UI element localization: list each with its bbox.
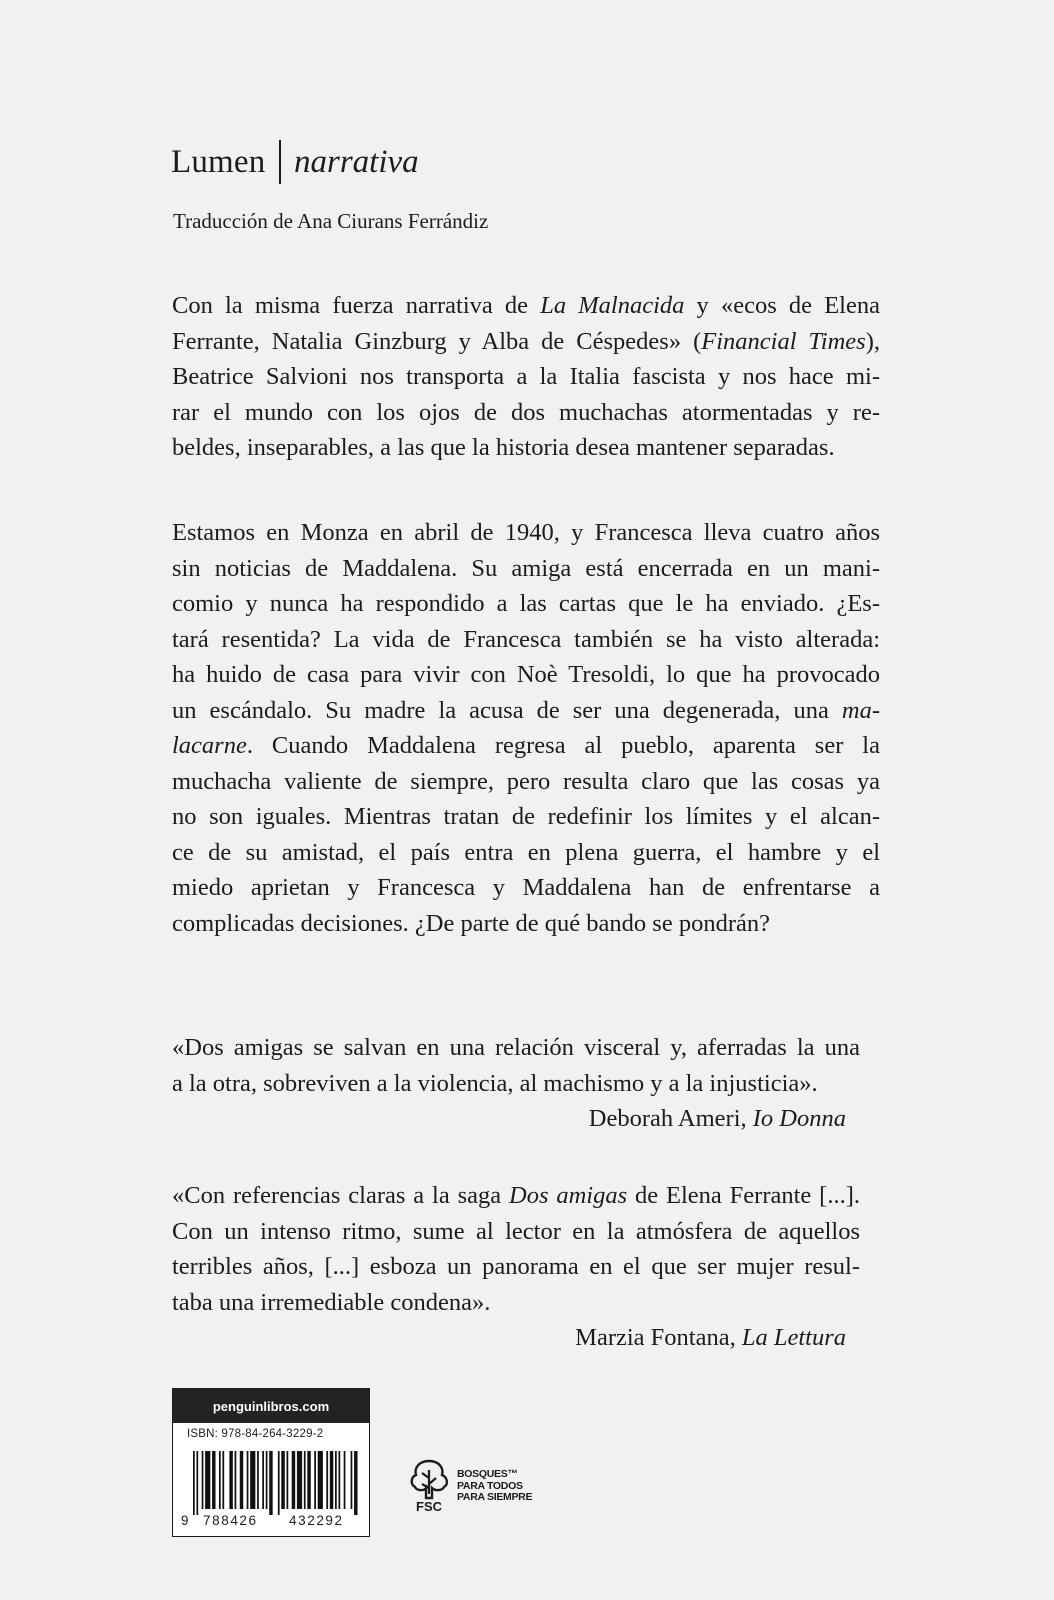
barcode-bar: [212, 1451, 215, 1509]
fsc-tree-icon: [407, 1458, 451, 1500]
publisher-name: Lumen: [171, 143, 266, 180]
text-run: a la otra, sobreviven a la violencia, al machismo y a la injusticia».: [172, 1069, 818, 1097]
barcode-bar: [292, 1451, 295, 1509]
barcode-bar: [219, 1451, 221, 1509]
fsc-slogan: [457, 1469, 532, 1504]
text-run: un escándalo. Su madre la acusa de ser una degenerada, una: [172, 696, 842, 724]
text-line: [172, 728, 880, 764]
text-run: complicadas decisiones. ¿De parte de qué bando se pondrán?: [172, 909, 770, 937]
text-run: ce de su amistad, el país entra en plena guerra, el hambre y el: [172, 838, 880, 866]
text-run: Con la misma fuerza narrativa de: [172, 292, 541, 319]
barcode-block: [172, 1388, 370, 1537]
text-line: [172, 764, 880, 800]
barcode-bar: [330, 1451, 333, 1509]
text-line: [172, 586, 880, 622]
text-line: [172, 799, 880, 835]
barcode-bar: [266, 1451, 268, 1509]
barcode-bar: [229, 1451, 232, 1509]
review-quote-1: [172, 1030, 860, 1137]
barcode-bar: [304, 1451, 306, 1509]
barcode-bar: [235, 1451, 237, 1509]
barcode-bar: [307, 1451, 310, 1509]
text-run: Beatrice Salvioni nos transporta a la Italia fascista y nos hace mi-: [172, 363, 880, 390]
barcode-bar: [250, 1451, 255, 1509]
barcode-bar: [193, 1451, 195, 1515]
text-line: [172, 657, 880, 693]
blurb-paragraph-1: [172, 288, 880, 466]
text-line: [172, 906, 880, 942]
barcode-bar: [247, 1451, 249, 1509]
barcode-bar: [278, 1451, 280, 1515]
barcode-bar: [335, 1451, 337, 1509]
quote-author: Deborah Ameri,: [588, 1105, 753, 1132]
text-line: [172, 1066, 860, 1102]
text-run: ha huido de casa para vivir con Noè Tresoldi, lo que ha provocado: [172, 661, 880, 688]
barcode-bar: [269, 1451, 272, 1515]
barcode-bar: [318, 1451, 323, 1509]
quote-attribution: [172, 1101, 860, 1137]
barcode-bar: [314, 1451, 316, 1509]
fsc-slogan-line: BOSQUES™: [457, 1468, 518, 1480]
fsc-slogan-line: PARA TODOS: [457, 1479, 523, 1492]
text-run: Ferrante, Natalia Ginzburg y Alba de Céspedes» (: [172, 327, 702, 355]
barcode-bar: [287, 1451, 289, 1509]
italic-title: Dos amigas: [509, 1182, 628, 1209]
text-run: de Elena Ferrante [...].: [627, 1182, 860, 1209]
text-line: [172, 515, 880, 551]
isbn-label: ISBN: 978-84-264-3229-2: [187, 1428, 324, 1440]
text-line: [172, 870, 880, 906]
text-run: terribles años, [...] esboza un panorama en el que ser mujer resul-: [172, 1253, 860, 1280]
barcode-bar: [196, 1451, 198, 1515]
barcode-bar: [297, 1451, 302, 1509]
text-line: [172, 395, 880, 431]
review-quote-2: [172, 1178, 860, 1356]
text-run: tará resentida? La vida de Francesca también se ha visto alterada:: [172, 625, 880, 653]
text-run: muchacha valiente de siempre, pero resulta claro que las cosas ya: [172, 767, 880, 795]
barcode-bar: [344, 1451, 346, 1509]
text-run: . Cuando Maddalena regresa al pueblo, aparenta ser la: [246, 732, 880, 759]
text-run: taba una irremediable condena».: [172, 1288, 491, 1316]
barcode-bar: [326, 1451, 328, 1509]
blurb-paragraph-2: [172, 515, 880, 941]
fsc-label: FSC: [416, 1499, 442, 1514]
italic-title: ma-: [841, 696, 880, 724]
barcode-bar: [262, 1451, 264, 1509]
barcode-bars: [193, 1451, 361, 1515]
website-label: penguinlibros.com: [173, 1389, 369, 1423]
barcode-digit-first: 9: [181, 1513, 189, 1528]
barcode-bar: [240, 1451, 243, 1509]
text-run: ),: [865, 327, 880, 355]
imprint-divider: [279, 140, 281, 184]
text-run: Estamos en Monza en abril de 1940, y Francesca lleva cuatro años: [172, 519, 880, 546]
italic-title: lacarne: [172, 732, 247, 759]
text-line: [172, 1214, 860, 1250]
text-run: comio y nunca ha respondido a las cartas que le ha enviado. ¿Es-: [172, 590, 880, 617]
barcode-bar: [222, 1451, 224, 1509]
text-line: [172, 835, 880, 871]
text-line: [172, 693, 880, 729]
barcode-bar: [338, 1451, 340, 1509]
italic-title: Financial Times: [701, 327, 866, 355]
text-line: [172, 324, 880, 360]
text-run: sin noticias de Maddalena. Su amiga está encerrada en un mani-: [172, 554, 880, 582]
barcode-bar: [351, 1451, 353, 1509]
text-line: [172, 1249, 860, 1285]
text-line: [172, 622, 880, 658]
text-run: rar el mundo con los ojos de dos muchachas atormentadas y re-: [172, 398, 880, 426]
fsc-certification: [407, 1458, 532, 1513]
barcode-digits: [181, 1513, 365, 1528]
translator-credit: Traducción de Ana Ciurans Ferrándiz: [173, 209, 489, 233]
text-run: miedo aprietan y Francesca y Maddalena han de enfrentarse a: [172, 874, 880, 901]
text-line: [172, 359, 880, 395]
fsc-slogan-line: PARA SIEMPRE: [457, 1491, 533, 1503]
text-line: [172, 1030, 860, 1066]
text-run: no son iguales. Mientras tratan de redefinir los límites y el alcan-: [172, 803, 880, 830]
quote-source: La Lettura: [741, 1324, 846, 1351]
text-line: [172, 1178, 860, 1214]
text-run: Con un intenso ritmo, sume al lector en la atmósfera de aquellos: [172, 1217, 860, 1245]
publisher-imprint: [171, 140, 419, 184]
series-name: narrativa: [293, 143, 419, 180]
fsc-logo: [407, 1458, 451, 1513]
barcode-bar: [257, 1451, 259, 1509]
text-line: [172, 430, 880, 466]
barcode-bar: [281, 1451, 284, 1509]
barcode-bar: [202, 1451, 204, 1509]
text-run: «Dos amigas se salvan en una relación visceral y, aferradas la una: [172, 1034, 860, 1061]
text-line: [172, 1285, 860, 1321]
barcode-bar: [354, 1451, 357, 1515]
text-line: [172, 551, 880, 587]
text-run: y «ecos de Elena: [684, 292, 880, 319]
barcode-digits-left: 788426: [203, 1513, 258, 1528]
italic-title: La Malnacida: [540, 292, 685, 319]
quote-source: Io Donna: [752, 1105, 846, 1132]
barcode-bar: [205, 1451, 210, 1509]
text-run: beldes, inseparables, a las que la historia desea mantener separadas.: [172, 434, 835, 461]
quote-attribution: [172, 1320, 860, 1356]
barcode-digits-right: 432292: [289, 1513, 344, 1528]
text-line: [172, 288, 880, 324]
text-run: «Con referencias claras a la saga: [172, 1182, 509, 1209]
quote-author: Marzia Fontana,: [575, 1324, 742, 1351]
